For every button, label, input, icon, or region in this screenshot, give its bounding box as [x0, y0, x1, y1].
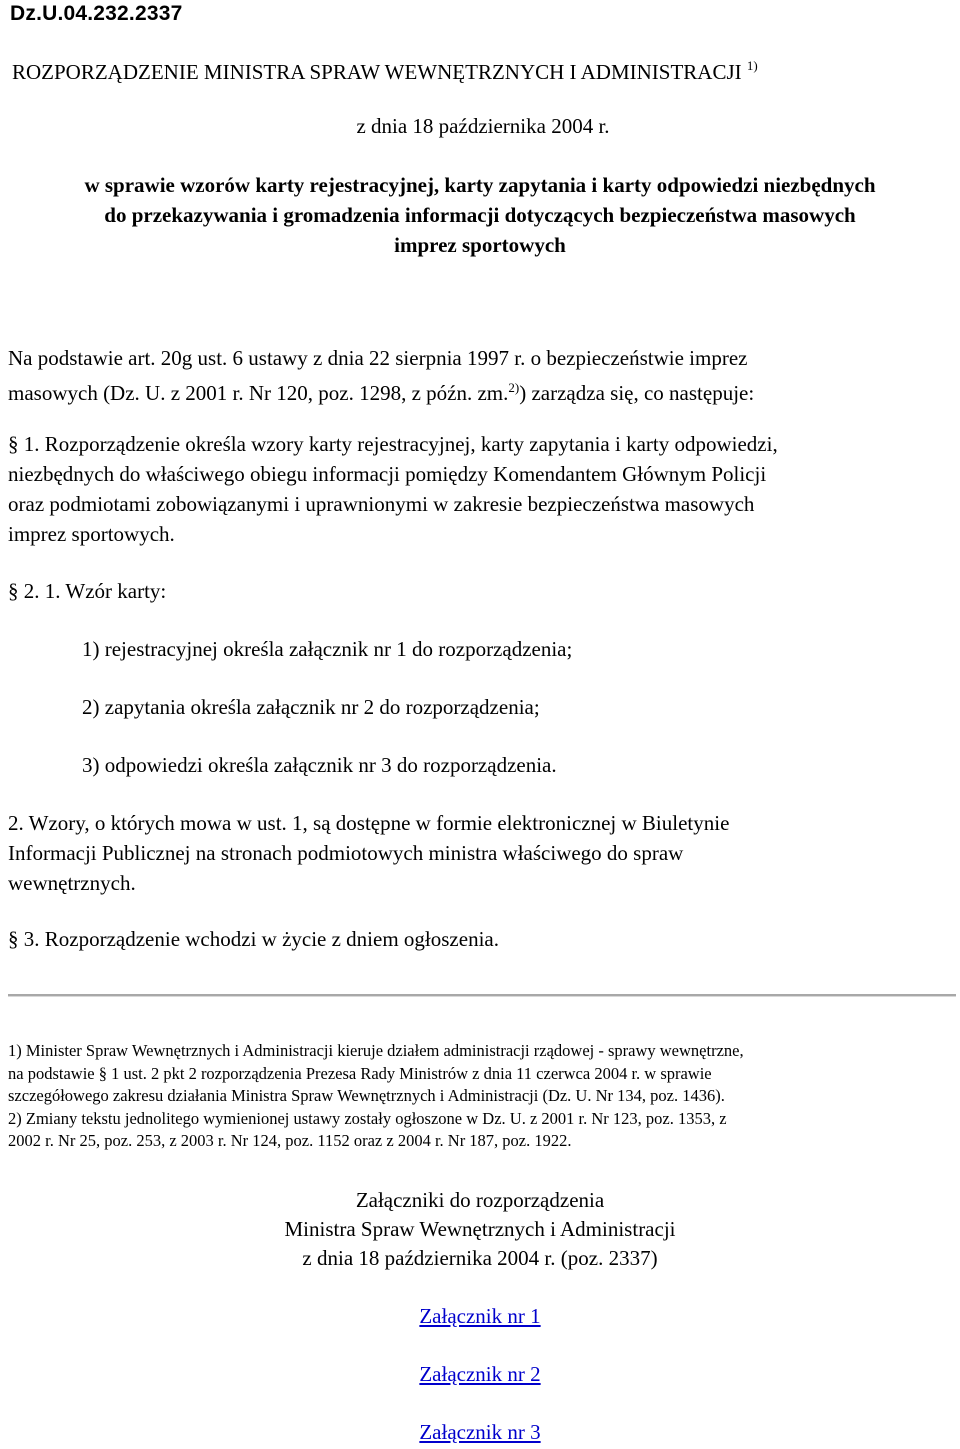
- section-2-item: 3) odpowiedzi określa załącznik nr 3 do rozporządzenia.: [82, 753, 557, 777]
- preamble: [8, 343, 952, 408]
- section-2-intro: § 2. 1. Wzór karty:: [8, 579, 167, 603]
- regulation-title: [12, 58, 958, 85]
- section-1: [8, 429, 952, 549]
- preamble-line-start: masowych (Dz. U. z 2001 r. Nr 120, poz. 1298, z późn. zm.: [8, 381, 509, 405]
- subject-line: imprez sportowych: [394, 233, 566, 257]
- section-2-item: 2) zapytania określa załącznik nr 2 do rozporządzenia;: [82, 695, 540, 719]
- attachment-3-row: [0, 1420, 960, 1445]
- regulation-title-text: ROZPORZĄDZENIE MINISTRA SPRAW WEWNĘTRZNYCH I ADMINISTRACJI: [12, 60, 742, 84]
- subject-line: w sprawie wzorów karty rejestracyjnej, karty zapytania i karty odpowiedzi niezbędnych: [84, 173, 876, 197]
- section-2-paragraph-line: 2. Wzory, o których mowa w ust. 1, są dostępne w formie elektronicznej w Biuletynie: [8, 811, 730, 835]
- subject-line: do przekazywania i gromadzenia informacji dotyczących bezpieczeństwa masowych: [104, 203, 856, 227]
- regulation-subject: [10, 170, 950, 260]
- section-1-line: niezbędnych do właściwego obiegu informacji pomiędzy Komendantem Głównym Policji: [8, 462, 767, 486]
- section-1-line: oraz podmiotami zobowiązanymi i uprawnionymi w zakresie bezpieczeństwa masowych: [8, 492, 755, 516]
- attachment-1-link[interactable]: Załącznik nr 1: [419, 1304, 541, 1328]
- footnote-line: szczegółowego zakresu działania Ministra Spraw Wewnętrznych i Administracji (Dz. U. Nr 134, poz. 1436).: [8, 1086, 725, 1105]
- section-2-paragraph-line: Informacji Publicznej na stronach podmiotowych ministra właściwego do spraw: [8, 841, 684, 865]
- section-1-line: § 1. Rozporządzenie określa wzory karty rejestracyjnej, karty zapytania i karty odpowiedzi,: [8, 432, 778, 456]
- footnote-line: 2) Zmiany tekstu jednolitego wymienionej ustawy zostały ogłoszone w Dz. U. z 2001 r. Nr 123, poz. 1353, z: [8, 1108, 727, 1128]
- preamble-line-end: ) zarządza się, co następuje:: [519, 381, 755, 405]
- attachments-heading-line: Ministra Spraw Wewnętrznych i Administracji: [284, 1217, 676, 1241]
- preamble-line: Na podstawie art. 20g ust. 6 ustawy z dnia 22 sierpnia 1997 r. o bezpieczeństwie imprez: [8, 346, 748, 370]
- title-footnote-marker: 1): [746, 58, 758, 73]
- attachments-heading-line: Załączniki do rozporządzenia: [355, 1188, 605, 1212]
- section-2-paragraph-2: [8, 808, 952, 898]
- preamble-line: [8, 373, 952, 408]
- attachment-3-link[interactable]: Załącznik nr 3: [419, 1420, 541, 1444]
- section-2-paragraph-line: wewnętrznych.: [8, 871, 136, 895]
- regulation-date: z dnia 18 października 2004 r.: [356, 114, 610, 138]
- footnote-line: na podstawie § 1 ust. 2 pkt 2 rozporządzenia Prezesa Rady Ministrów z dnia 11 czerwca 2004 r. w sprawie: [8, 1063, 712, 1083]
- attachment-2-row: [0, 1362, 960, 1387]
- attachment-1-row: [0, 1304, 960, 1329]
- footnote-line: 2002 r. Nr 25, poz. 253, z 2003 r. Nr 124, poz. 1152 oraz z 2004 r. Nr 187, poz. 1922.: [8, 1131, 572, 1150]
- footnotes: [8, 1040, 952, 1153]
- section-2-item: 1) rejestracyjnej określa załącznik nr 1 do rozporządzenia;: [82, 637, 573, 661]
- footnote-line: 1) Minister Spraw Wewnętrznych i Administracji kieruje działem administracji rządowej - sprawy wewnętrzne,: [8, 1041, 744, 1060]
- section-3: § 3. Rozporządzenie wchodzi w życie z dniem ogłoszenia.: [8, 927, 499, 951]
- attachment-2-link[interactable]: Załącznik nr 2: [419, 1362, 541, 1386]
- section-1-line: imprez sportowych.: [8, 522, 175, 546]
- footnote-divider: [8, 994, 956, 997]
- attachments-heading-line: z dnia 18 października 2004 r. (poz. 2337): [302, 1246, 658, 1270]
- preamble-footnote-marker: 2): [508, 380, 520, 395]
- attachments-heading: [0, 1186, 960, 1273]
- document-reference: Dz.U.04.232.2337: [10, 2, 183, 25]
